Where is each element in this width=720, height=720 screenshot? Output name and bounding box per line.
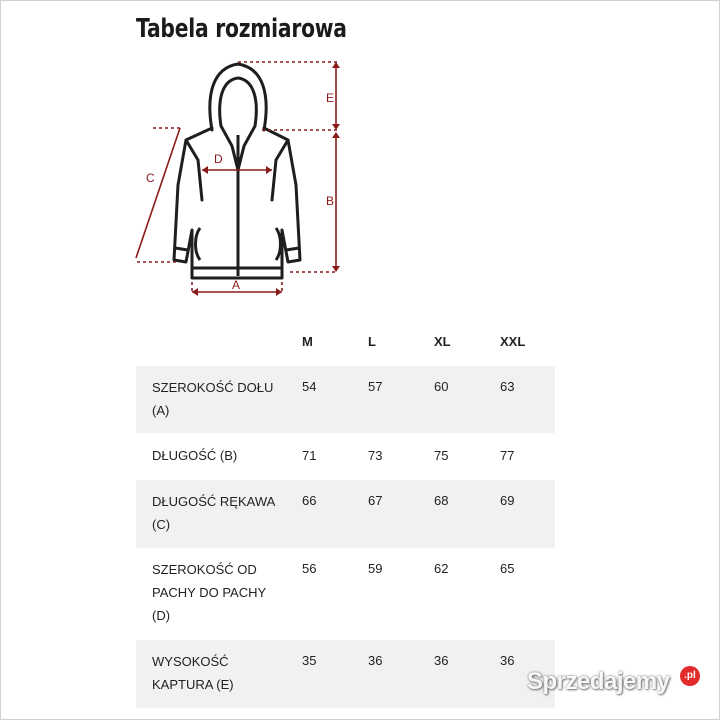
col-header-l: L [368, 334, 376, 349]
cell-value: 54 [302, 379, 317, 394]
cell-value: 56 [302, 561, 317, 576]
cell-value: 60 [434, 379, 449, 394]
cell-value: 69 [500, 493, 515, 508]
cell-value: 36 [434, 653, 449, 668]
cell-value: 65 [500, 561, 515, 576]
jacket-diagram [0, 0, 720, 310]
row-label: SZEROKOŚĆ OD PACHY DO PACHY (D) [152, 562, 266, 623]
label-a: A [232, 278, 241, 292]
row-label: DŁUGOŚĆ (B) [152, 448, 238, 463]
watermark-logo: Sprzedajemy [527, 668, 670, 695]
cell-value: 62 [434, 561, 449, 576]
measure-line-c [136, 128, 180, 258]
watermark-badge: .pl [680, 666, 700, 686]
cell-value: 36 [500, 653, 515, 668]
label-b: B [326, 194, 335, 208]
col-header-xl: XL [434, 334, 451, 349]
row-label: DŁUGOŚĆ RĘKAWA (C) [152, 494, 275, 532]
cell-value: 71 [302, 448, 317, 463]
row-label: WYSOKOŚĆ KAPTURA (E) [152, 654, 234, 692]
cell-value: 67 [368, 493, 383, 508]
cell-value: 59 [368, 561, 383, 576]
label-d: D [214, 152, 223, 166]
right-pocket-icon [276, 228, 281, 260]
cell-value: 66 [302, 493, 317, 508]
cell-value: 35 [302, 653, 317, 668]
row-label: SZEROKOŚĆ DOŁU (A) [152, 380, 274, 418]
cell-value: 77 [500, 448, 515, 463]
label-c: C [146, 171, 155, 185]
cell-value: 36 [368, 653, 383, 668]
left-pocket-icon [196, 228, 201, 260]
cell-value: 68 [434, 493, 449, 508]
cell-value: 75 [434, 448, 449, 463]
label-e: E [326, 91, 335, 105]
table-row [136, 480, 555, 548]
table-row [136, 640, 555, 708]
page-title: Tabela rozmiarowa [136, 14, 347, 44]
col-header-m: M [302, 334, 313, 349]
table-row [136, 366, 555, 433]
cell-value: 73 [368, 448, 383, 463]
table-row [136, 548, 555, 640]
cell-value: 57 [368, 379, 383, 394]
table-row [136, 433, 555, 480]
col-header-xxl: XXL [500, 334, 526, 349]
cell-value: 63 [500, 379, 515, 394]
